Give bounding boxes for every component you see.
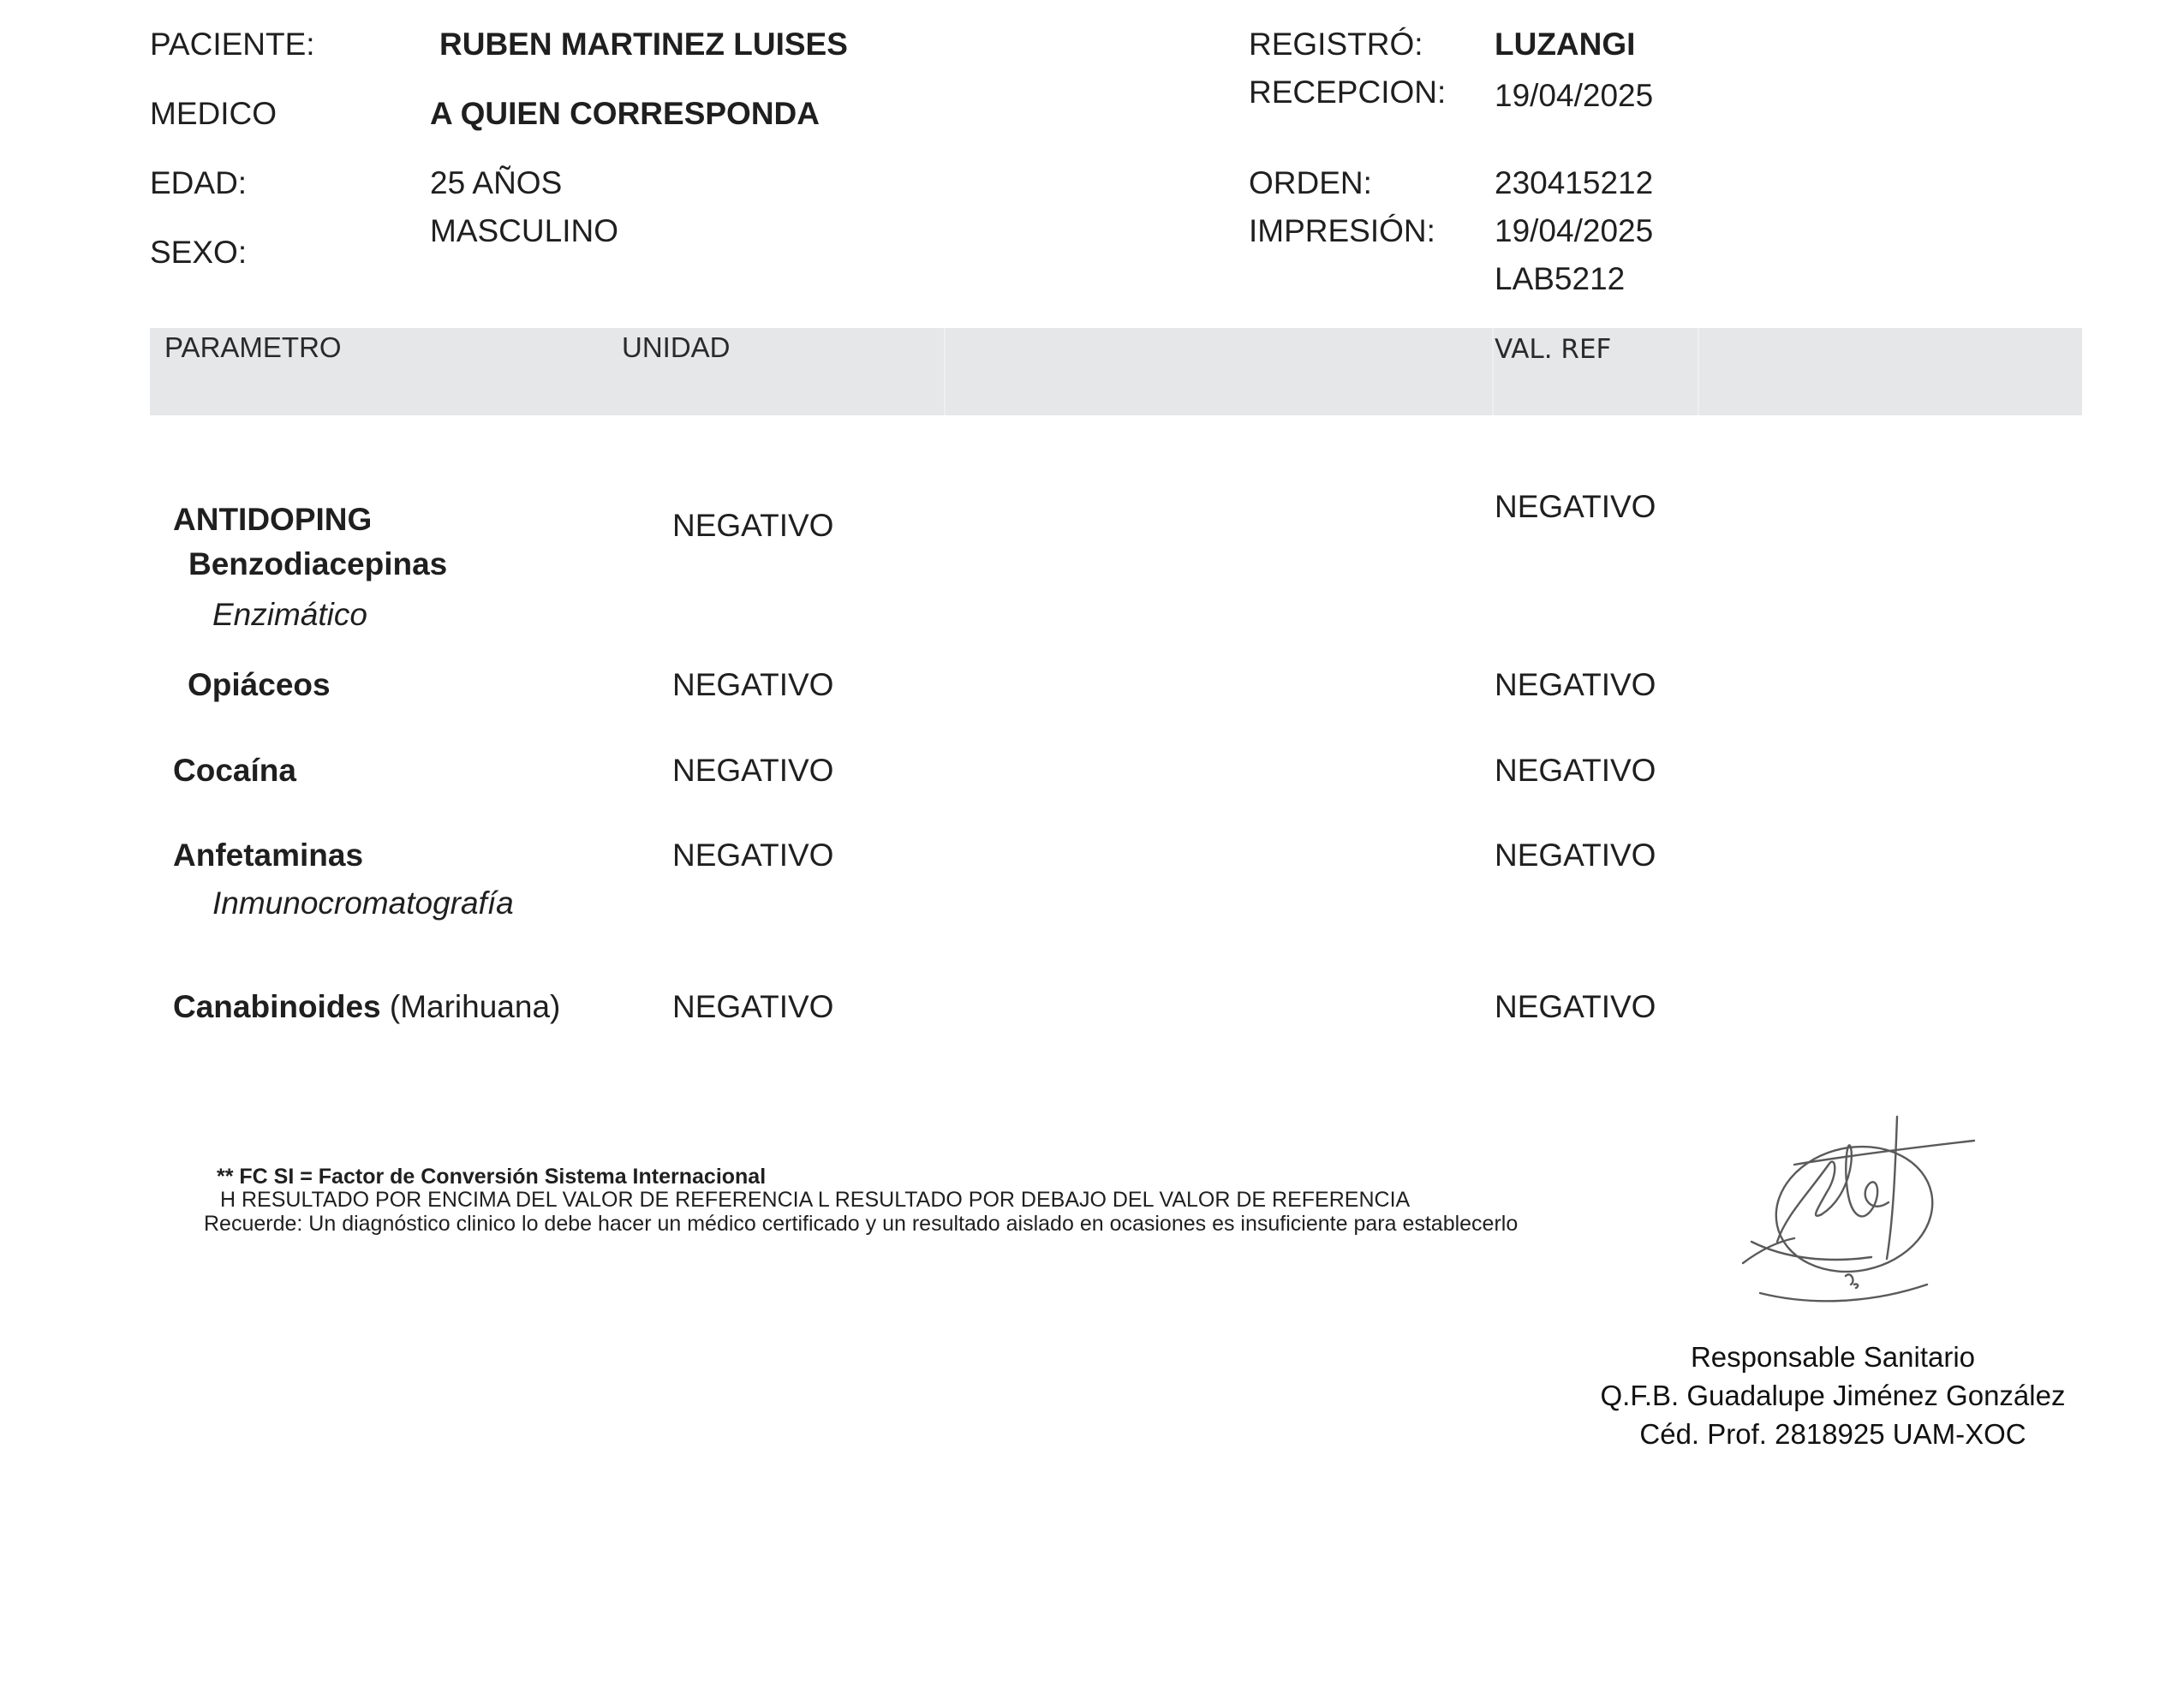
canabinoides-result: NEGATIVO — [672, 989, 834, 1024]
column-separator — [944, 328, 946, 415]
canabinoides-name: Canabinoides — [173, 989, 381, 1024]
medico-value: A QUIEN CORRESPONDA — [430, 96, 820, 131]
cocaina-result: NEGATIVO — [672, 753, 834, 788]
edad-value: 25 AÑOS — [430, 165, 563, 200]
lab-code: LAB5212 — [1495, 261, 1626, 296]
column-parametro: PARAMETRO — [164, 331, 342, 363]
note-h-l: H RESULTADO POR ENCIMA DEL VALOR DE REFERENCIA L RESULTADO POR DEBAJO DEL VALOR DE REFERENCIA — [220, 1188, 1411, 1212]
sexo-value: MASCULINO — [430, 213, 618, 248]
anfetaminas-method: Inmunocromatografía — [212, 885, 514, 921]
cocaina-ref: NEGATIVO — [1495, 753, 1656, 788]
opiaceos-result: NEGATIVO — [672, 667, 834, 702]
edad-label: EDAD: — [150, 165, 248, 200]
opiaceos-name: Opiáceos — [188, 667, 331, 702]
anfetaminas-result: NEGATIVO — [672, 838, 834, 873]
signature-license: Céd. Prof. 2818925 UAM-XOC — [1639, 1418, 2026, 1450]
cocaina-name: Cocaína — [173, 753, 296, 788]
registro-value: LUZANGI — [1495, 27, 1636, 62]
column-unidad: UNIDAD — [622, 331, 731, 363]
sexo-label: SEXO: — [150, 235, 248, 270]
anfetaminas-name: Anfetaminas — [173, 838, 364, 873]
paciente-value: RUBEN MARTINEZ LUISES — [439, 27, 848, 62]
note-fc-si: ** FC SI = Factor de Conversión Sistema Internacional — [217, 1165, 767, 1189]
benzo-result: NEGATIVO — [672, 508, 834, 543]
column-separator — [1492, 328, 1494, 415]
canabinoides-row-label — [173, 988, 560, 1026]
canabinoides-ref: NEGATIVO — [1495, 989, 1656, 1024]
recepcion-value: 19/04/2025 — [1495, 78, 1654, 113]
canabinoides-extra: (Marihuana) — [389, 989, 561, 1024]
opiaceos-ref: NEGATIVO — [1495, 667, 1656, 702]
column-val-ref: VAL. REF — [1495, 334, 1612, 365]
signature-name: Q.F.B. Guadalupe Jiménez González — [1600, 1380, 2066, 1411]
column-header-band — [150, 328, 2082, 415]
column-separator — [1698, 328, 1699, 415]
benzo-ref: NEGATIVO — [1495, 489, 1656, 524]
impresion-label: IMPRESIÓN: — [1249, 213, 1435, 248]
anfetaminas-ref: NEGATIVO — [1495, 838, 1656, 873]
note-recuerde: Recuerde: Un diagnóstico clinico lo debe hacer un médico certificado y un resultado aislado en ocasiones es insuficiente para establecerlo — [204, 1212, 1519, 1236]
signature-role: Responsable Sanitario — [1690, 1341, 1976, 1373]
benzo-method: Enzimático — [212, 597, 367, 632]
recepcion-label: RECEPCION: — [1249, 75, 1447, 110]
benzo-name: Benzodiacepinas — [188, 546, 448, 581]
medico-label: MEDICO — [150, 96, 277, 131]
registro-label: REGISTRÓ: — [1249, 27, 1423, 62]
section-antidoping: ANTIDOPING — [173, 502, 373, 537]
orden-value: 230415212 — [1495, 165, 1654, 200]
paciente-label: PACIENTE: — [150, 27, 315, 62]
orden-label: ORDEN: — [1249, 165, 1372, 200]
handwritten-signature — [1726, 1113, 1983, 1323]
impresion-value: 19/04/2025 — [1495, 213, 1654, 248]
